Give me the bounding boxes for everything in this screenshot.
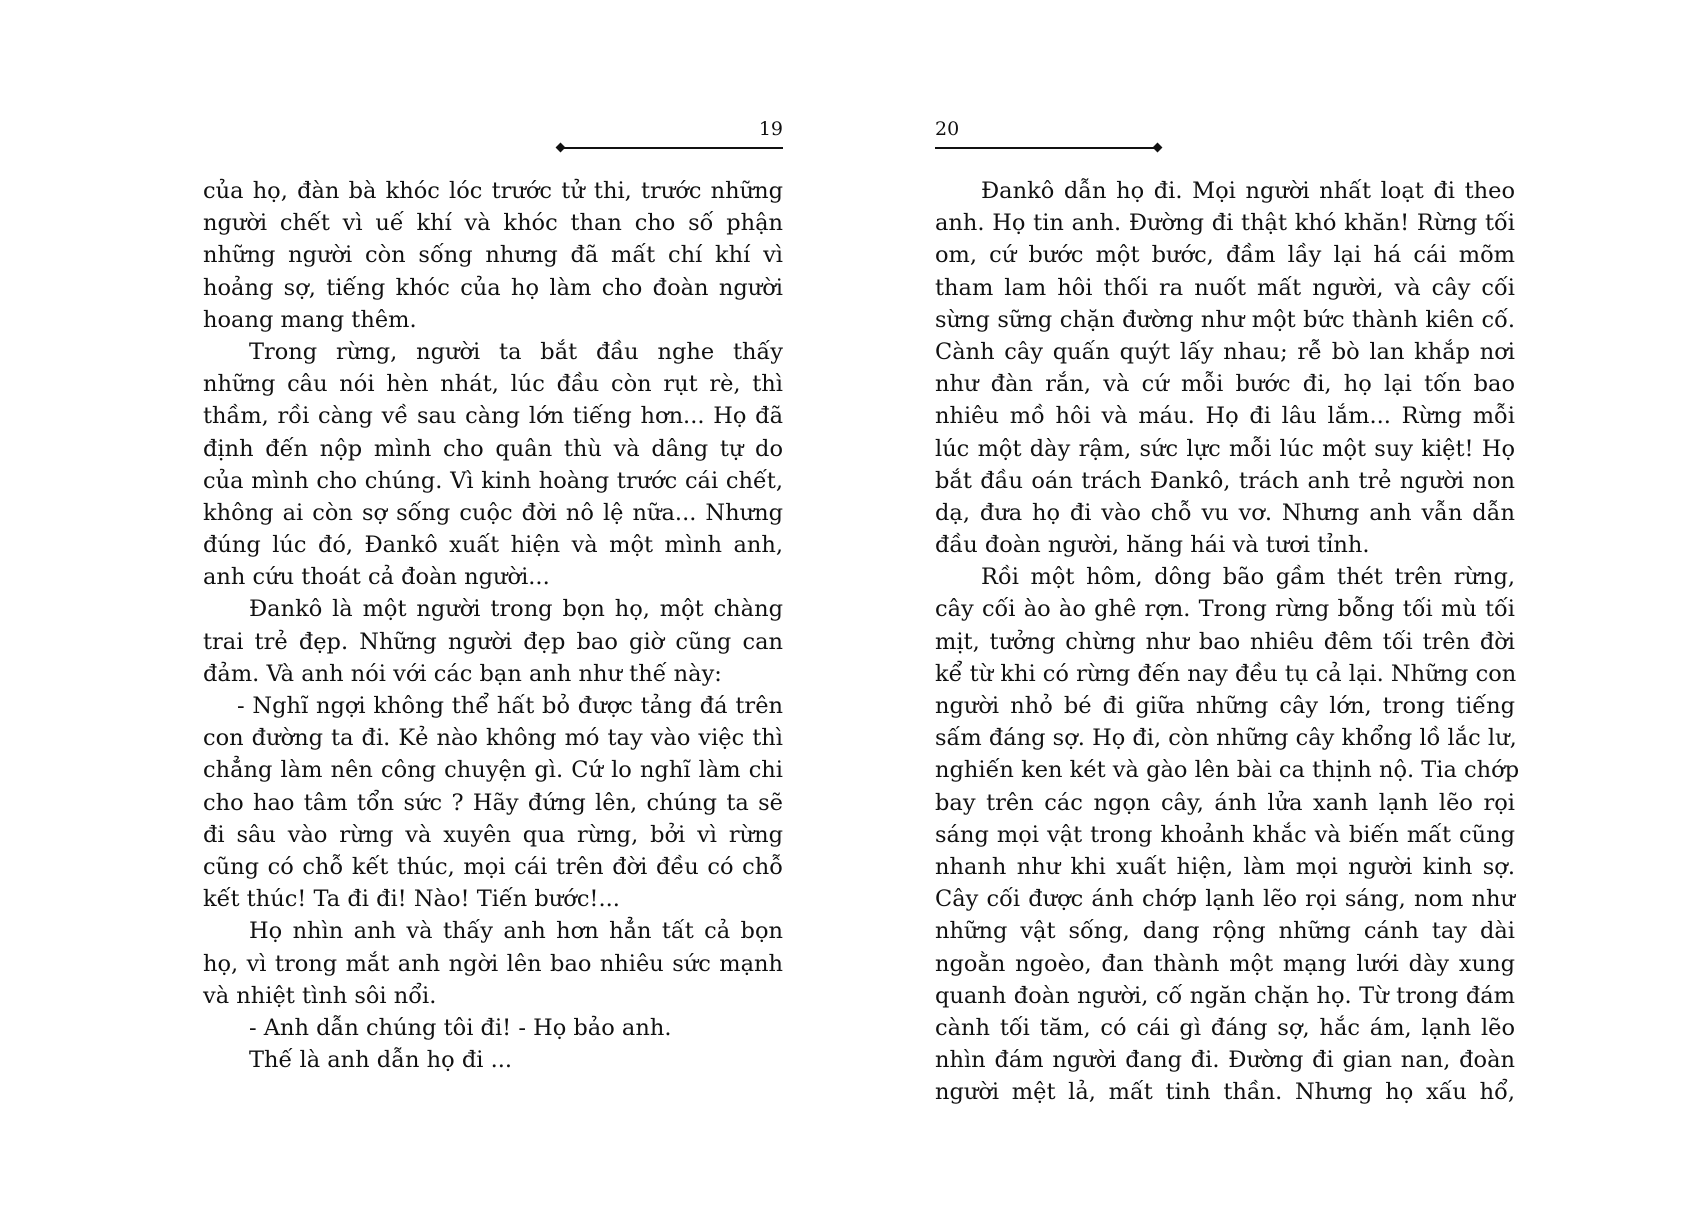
text-line: Đankô dẫn họ đi. Mọi người nhất loạt đi theo (981, 178, 1515, 204)
text-line: Đankô là một người trong bọn họ, một chàng (249, 596, 783, 623)
left-page-header (203, 118, 783, 150)
text-line: những người còn sống nhưng đã mất chí khí vì (203, 242, 783, 269)
text-line: của mình cho chúng. Vì kinh hoàng trước cái chết, (203, 467, 783, 494)
text-line: những vật sống, dang rộng những cánh tay dài (935, 918, 1515, 945)
text-line: kể từ khi có rừng đến nay đều tụ cả lại. Những con (935, 660, 1517, 687)
text-line: đúng lúc đó, Đankô xuất hiện và một mình anh, (203, 532, 783, 559)
text-line: kết thúc! Ta đi đi! Nào! Tiến bước!... (203, 886, 620, 913)
text-line: định đến nộp mình cho quân thù và dâng tự do (203, 435, 783, 462)
text-line: trai trẻ đẹp. Những người đẹp bao giờ cũng can (203, 628, 783, 655)
header-rule (557, 144, 783, 152)
text-line: không ai còn sợ sống cuộc đời nô lệ nữa... Nhưng (203, 499, 783, 526)
diamond-ornament-icon (556, 143, 566, 153)
text-line: nhìn đám người đang đi. Đường đi gian nan, đoàn (935, 1047, 1515, 1074)
page-number: 20 (935, 118, 960, 140)
text-line: mịt, tưởng chừng như bao nhiêu đêm tối trên đời (935, 628, 1515, 655)
text-line: nghiến ken két và gào lên bài ca thịnh nộ. Tia chớp (935, 757, 1520, 784)
text-line: cây cối ào ào ghê rợn. Trong rừng bỗng tối mù tối (935, 596, 1515, 623)
text-line: ngoằn ngoèo, đan thành một mạng lưới dày xung (935, 950, 1515, 977)
text-line: dạ, đưa họ đi vào chỗ vu vơ. Nhưng anh vẫn dẫn (935, 499, 1515, 526)
text-line: anh. Họ tin anh. Đường đi thật khó khăn! Rừng tối (935, 210, 1515, 237)
text-line: nhiêu mồ hôi và máu. Họ đi lâu lắm... Rừng mỗi (935, 403, 1515, 430)
text-line: lúc một dày rậm, sức lực mỗi lúc một suy kiệt! Họ (935, 435, 1515, 462)
header-rule (935, 144, 1161, 152)
left-page-body (203, 175, 783, 1076)
text-line: anh cứu thoát cả đoàn người... (203, 564, 550, 591)
text-line: bắt đầu oán trách Đankô, trách anh trẻ người non (935, 467, 1515, 494)
rule-line (561, 147, 783, 149)
text-line: bay trên các ngọn cây, ánh lửa xanh lạnh lẽo rọi (935, 789, 1515, 816)
text-line: hoảng sợ, tiếng khóc của họ làm cho đoàn người (203, 274, 783, 301)
text-line: om, cứ bước một bước, đầm lầy lại há cái mõm (935, 242, 1515, 269)
text-line: - Nghĩ ngợi không thể hất bỏ được tảng đá trên (237, 693, 783, 719)
right-page-header (935, 118, 1515, 150)
text-line: đi sâu vào rừng và xuyên qua rừng, bởi vì rừng (203, 821, 783, 848)
text-line: người nhỏ bé đi giữa những cây lớn, trong tiếng (935, 693, 1515, 719)
text-line: sáng mọi vật trong khoảnh khắc và biến mất cũng (935, 821, 1515, 848)
text-line: như đàn rắn, và cứ mỗi bước đi, họ lại tốn bao (935, 371, 1515, 398)
text-line: thầm, rồi càng về sau càng lớn tiếng hơn... Họ đã (203, 403, 783, 430)
text-line: Cây cối được ánh chớp lạnh lẽo rọi sáng, nom như (935, 886, 1515, 913)
text-line: người mệt lả, mất tinh thần. Nhưng họ xấu hổ, (935, 1079, 1515, 1106)
text-line: cành tối tăm, có cái gì đáng sợ, hắc ám, lạnh lẽo (935, 1014, 1515, 1041)
text-line: Thế là anh dẫn họ đi ... (249, 1047, 513, 1074)
right-page-body (935, 175, 1520, 1108)
text-line: Trong rừng, người ta bắt đầu nghe thấy (249, 338, 783, 365)
text-line: họ, vì trong mắt anh ngời lên bao nhiêu sức mạnh (203, 950, 783, 977)
text-line: sấm đáng sợ. Họ đi, còn những cây khổng lồ lắc lư, (935, 725, 1517, 752)
text-line: cũng có chỗ kết thúc, mọi cái trên đời đều có chỗ (203, 853, 783, 880)
text-line: và nhiệt tình sôi nổi. (203, 982, 437, 1009)
text-line: con đường ta đi. Kẻ nào không mó tay vào việc thì (203, 725, 783, 752)
text-line: đảm. Và anh nói với các bạn anh như thế này: (203, 660, 722, 687)
text-line: của họ, đàn bà khóc lóc trước tử thi, trước những (203, 178, 783, 204)
text-line: người chết vì uế khí và khóc than cho số phận (203, 210, 783, 237)
text-line: - Anh dẫn chúng tôi đi! - Họ bảo anh. (249, 1014, 672, 1041)
text-line: cho hao tâm tổn sức ? Hãy đứng lên, chúng ta sẽ (203, 789, 783, 816)
text-line: tham lam hôi thối ra nuốt mất người, và cây cối (935, 274, 1515, 301)
text-line: những câu nói hèn nhát, lúc đầu còn rụt rè, thì (203, 371, 783, 398)
text-line: sừng sững chặn đường như một bức thành kiên cố. (935, 306, 1515, 333)
text-line: Cành cây quấn quýt lấy nhau; rễ bò lan khắp nơi (935, 338, 1515, 365)
rule-line (935, 147, 1157, 149)
page-number: 19 (758, 118, 783, 140)
text-line: đầu đoàn người, hăng hái và tươi tỉnh. (935, 532, 1370, 559)
text-line: quanh đoàn người, cố ngăn chặn họ. Từ trong đám (935, 982, 1515, 1009)
diamond-ornament-icon (1153, 143, 1163, 153)
text-line: Rồi một hôm, dông bão gầm thét trên rừng, (981, 564, 1515, 591)
text-line: hoang mang thêm. (203, 306, 417, 333)
text-line: chẳng làm nên công chuyện gì. Cứ lo nghĩ làm chi (203, 757, 783, 784)
text-line: nhanh như khi xuất hiện, làm mọi người kinh sợ. (935, 853, 1515, 880)
text-line: Họ nhìn anh và thấy anh hơn hẳn tất cả bọn (249, 918, 783, 945)
